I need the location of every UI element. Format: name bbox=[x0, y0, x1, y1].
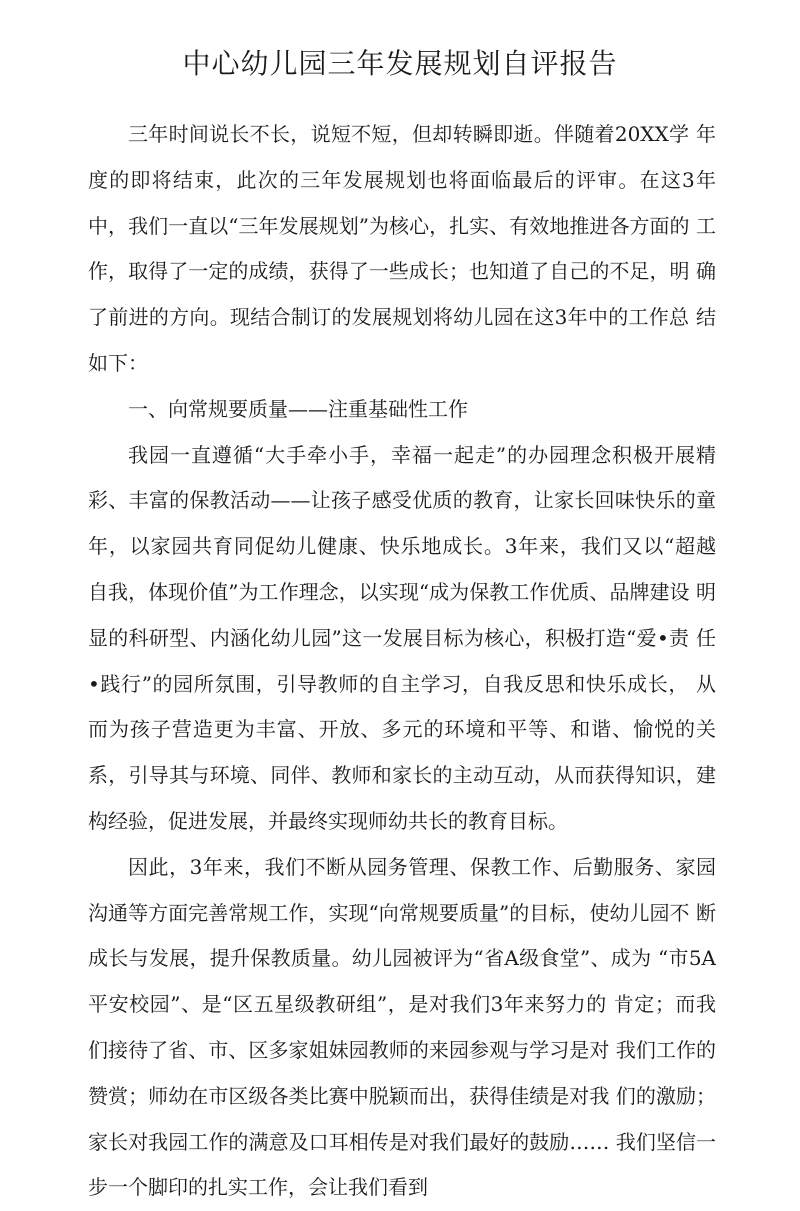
intro-paragraph: 三年时间说长不长，说短不短，但却转瞬即逝。伴随着20XX学 年度的即将结束，此次的三年发展规划也将面临最后的评审。在这3年 中，我们一直以“三年发展规划”为核心，扎实、有效地推进各方面的 工作，取得了一定的成绩，获得了一些成长；也知道了自己的不足，明 确了前进的方向。现结合制订的发展规划将幼儿园在这3年中的工作总 结如下： bbox=[88, 122, 716, 375]
body-paragraph: 我园一直遵循“大手牵小手，幸福一起走”的办园理念积极开展精 彩、丰富的保教活动——让孩子感受优质的教育，让家长回味快乐的童 年，以家园共育同促幼儿健康、快乐地成长。3年来，我们又以“超越 自我，体现价值”为工作理念，以实现“成为保教工作优质、品牌建设 明显的科研型、内涵化幼儿园”这一发展目标为核心，积极打造“爱•责 任•践行”的园所氛围，引导教师的自主学习，自我反思和快乐成长， 从而为孩子营造更为丰富、开放、多元的环境和平等、和谐、愉悦的关 系，引导其与环境、同伴、教师和家长的主动互动，从而获得知识，建 构经验，促进发展，并最终实现师幼共长的教育目标。 bbox=[88, 442, 716, 833]
body-paragraph: 因此，3年来，我们不断从园务管理、保教工作、后勤服务、家园 沟通等方面完善常规工作，实现“向常规要质量”的目标，使幼儿园不 断成长与发展，提升保教质量。幼儿园被评为“省A级食堂”、成为 “市5A平安校园”、是“区五星级教研组”，是对我们3年来努力的 肯定；而我们接待了省、市、区多家姐妹园教师的来园参观与学习是对 我们工作的赞赏；师幼在市区级各类比赛中脱颖而出，获得佳绩是对我 们的激励；家长对我园工作的满意及口耳相传是对我们最好的鼓励…… 我们坚信一步一个脚印的扎实工作，会让我们看到 bbox=[88, 854, 716, 1200]
section-heading: 一、向常规要质量——注重基础性工作 bbox=[128, 396, 468, 421]
document-body bbox=[88, 112, 716, 1211]
document-title: 中心幼儿园三年发展规划自评报告 bbox=[182, 47, 618, 80]
